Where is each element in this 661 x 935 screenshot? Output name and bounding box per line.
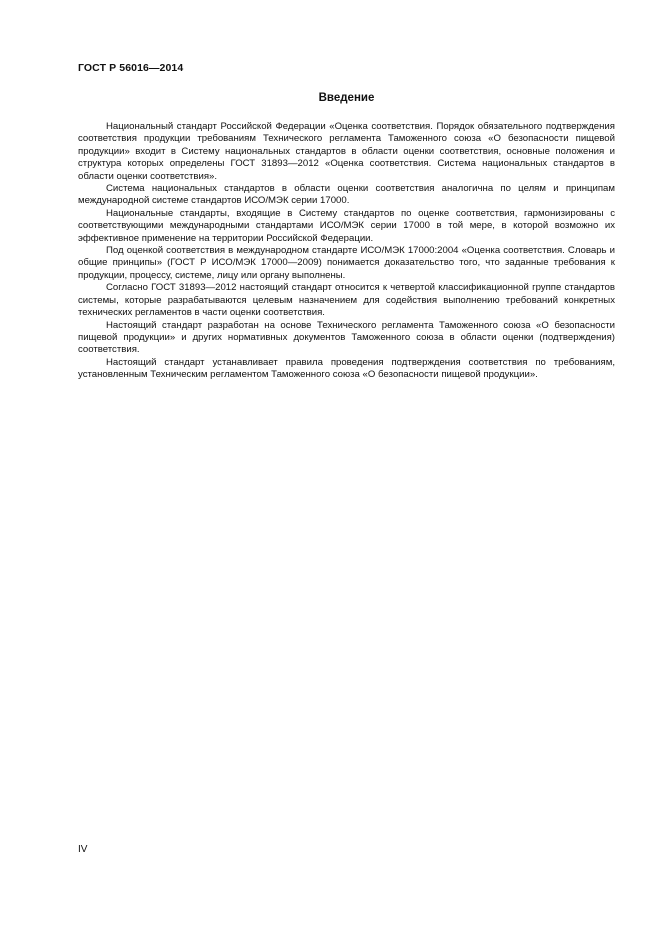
paragraph: Система национальных стандартов в области оценки соответствия аналогична по целям и принципам международной системе стандартов ИСО/МЭК серии 17000. [78, 183, 615, 207]
paragraph: Национальные стандарты, входящие в Систему стандартов по оценке соответствия, гармонизированы с соответствующими международными стандартами ИСО/МЭК серии 17000 в той мере, в которой возможно их эффективное применение на территории Российской Федерации. [78, 207, 615, 244]
paragraph: Под оценкой соответствия в международном стандарте ИСО/МЭК 17000:2004 «Оценка соответствия. Словарь и общие принципы» (ГОСТ Р ИСО/МЭК 17000—2009) понимается доказательство того, что заданные требования к продукции, процессу, системе, лицу или органу выполнены. [78, 245, 615, 281]
paragraph: Национальный стандарт Российской Федерации «Оценка соответствия. Порядок обязательного подтверждения соответствия продукции требованиям Технического регламента Таможенного союза «О безопасности пищевой продукции» входит в Систему национальных стандартов в области оценки соответствия, основные положения и структура которых определены ГОСТ 31893—2012 «Оценка соответствия. Система национальных стандартов в области оценки соответствия». [78, 121, 615, 182]
section-title: Введение [318, 92, 375, 104]
document-code: ГОСТ Р 56016—2014 [78, 62, 184, 74]
paragraph: Настоящий стандарт устанавливает правила проведения подтверждения соответствия по требованиям, установленным Техническим регламентом Таможенного союза «О безопасности пищевой продукции». [78, 356, 615, 381]
introduction-body [78, 121, 615, 382]
page-number: IV [78, 844, 88, 855]
paragraph: Настоящий стандарт разработан на основе Технического регламента Таможенного союза «О безопасности пищевой продукции» и других нормативных документов Таможенного союза в области оценки (подтверждения) соответствия. [78, 319, 615, 356]
paragraph: Согласно ГОСТ 31893—2012 настоящий стандарт относится к четвертой классификационной группе стандартов системы, которые разрабатываются целевым назначением для содействия выполнению требований конкретных технических регламентов в части оценки соответствия. [78, 282, 615, 319]
